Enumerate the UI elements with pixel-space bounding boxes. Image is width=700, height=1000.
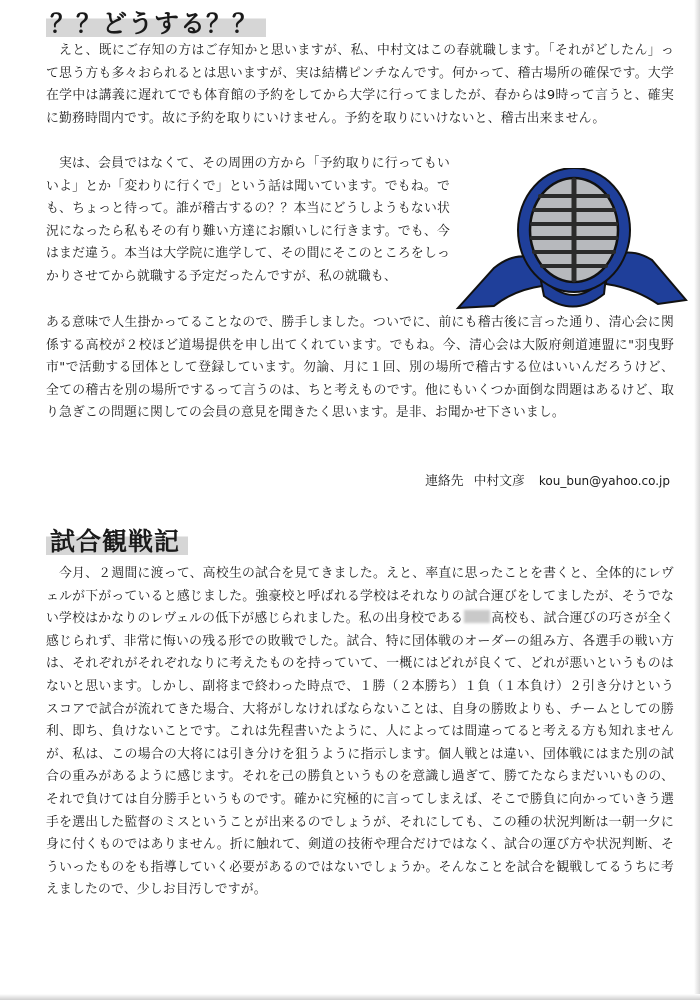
continued-paragraph: ある意味で人生掛かってることなので、勝手しました。ついでに、前にも稽古後に言った通り、清心会に関係する高校が２校ほど道場提供を申し出てくれています。でもね。今、清心会は大阪府剣道連盟に"羽曳野市"で活動する団体として登録しています。勿論、月に１回、別の場所で稽古する位はいいんだろうけど、全ての稽古を別の場所でするって言うのは、ちと考えものです。他にもいくつか面倒な問題はあるけど、取り急ぎこの問題に関しての会員の意見を聞きたく思います。是非、お聞かせ下さいまし。 <box>46 315 674 421</box>
contact-label: 連絡先 <box>425 474 464 489</box>
kendo-men-illustration <box>454 168 690 318</box>
page-edge-shadow-bottom <box>0 994 700 1000</box>
contact-line <box>419 470 670 489</box>
report-text-part1: 今月、２週間に渡って、高校生の試合を見てきました。えと、率直に思ったことを書くと、全体的にレヴェルが下がっていると感じました。強豪校と呼ばれる学校はそれなりの試合運びをしてましたが、そうでない学校はかなりのレヴェルの低下が感じられました。私の出身校である <box>46 566 674 627</box>
page-edge-shadow-right <box>694 0 700 1000</box>
report-text-part2: 高校も、試合運びの巧さが全く感じられず、非常に悔いの残る形での敗戦でした。試合、特に団体戦のオーダーの組み方、各選手の戦い方は、それぞれがそれぞれなりに考えたものを持っていて、一概にはどれが良くて、どれが悪いというものはないと思います。しかし、副将まで終わった時点で、１勝（２本勝ち）１負（１本負け）２引き分けというスコアで試合が流れてきた場合、大将がしなければならないことは、自身の勝敗よりも、チームとしての勝利、即ち、負けないことです。これは先程書いたように、人によっては間違ってると考える方も知れませんが、私は、この場合の大将には引き分けを狙うように指示します。個人戦とは違い、団体戦にはまた別の試合の重みがあるように感じます。それを己の勝負というものを意識し過ぎて、勝てたならまだいいものの、それで負けては自分勝手というものです。確かに究極的に言ってしまえば、そこで勝負に向かっていきう選手を選出した監督のミスということが出来るのでしょうが、それにしても、この種の状況判断は一朝一夕に身に付くものではありません。折に触れて、剣道の技術や理合だけではなく、試合の運び方や状況判断、そういったものをも指導していく必要があるのではないでしょうか。そんなことを試合を観戦してるうちに考えましたので、少しお目汚しですが。 <box>46 611 674 898</box>
report-paragraph <box>46 563 674 902</box>
contact-email: kou_bun@yahoo.co.jp <box>538 474 670 488</box>
section-title-shiai-kansenki: 試合観戦記 <box>46 522 188 558</box>
contact-name: 中村文彦 <box>473 474 525 489</box>
redacted-school-name <box>464 610 490 623</box>
section-title-dousuru: ？？どうする？？ <box>46 4 266 40</box>
float-paragraph: 実は、会員ではなくて、その周囲の方から「予約取りに行ってもいいよ」とか「変わりに行くで」という話は聞いています。でもね。でも、ちょっと待って。誰が稽古するの？？本当にどうしようもない状況になったら私もその有り難い方達にお願いしに行きます。でも、今はまだ違う。本当は大学院に進学して、その間にそこのところをしっかりさせてから就職する予定だったんですが、私の就職も、 <box>46 156 450 284</box>
intro-paragraph: えと、既にご存知の方はご存知かと思いますが、私、中村文はこの春就職します。「それがどしたん」って思う方も多々おられるとは思いますが、実は結構ピンチなんです。何かって、稽古場所の確保です。大学在学中は講義に遅れてでも体育館の予約をしてから大学に行ってましたが、春からは9時って言うと、確実に勤務時間内です。故に予約を取りにいけません。予約を取りにいけないと、稽古出来ません。 <box>46 43 674 126</box>
